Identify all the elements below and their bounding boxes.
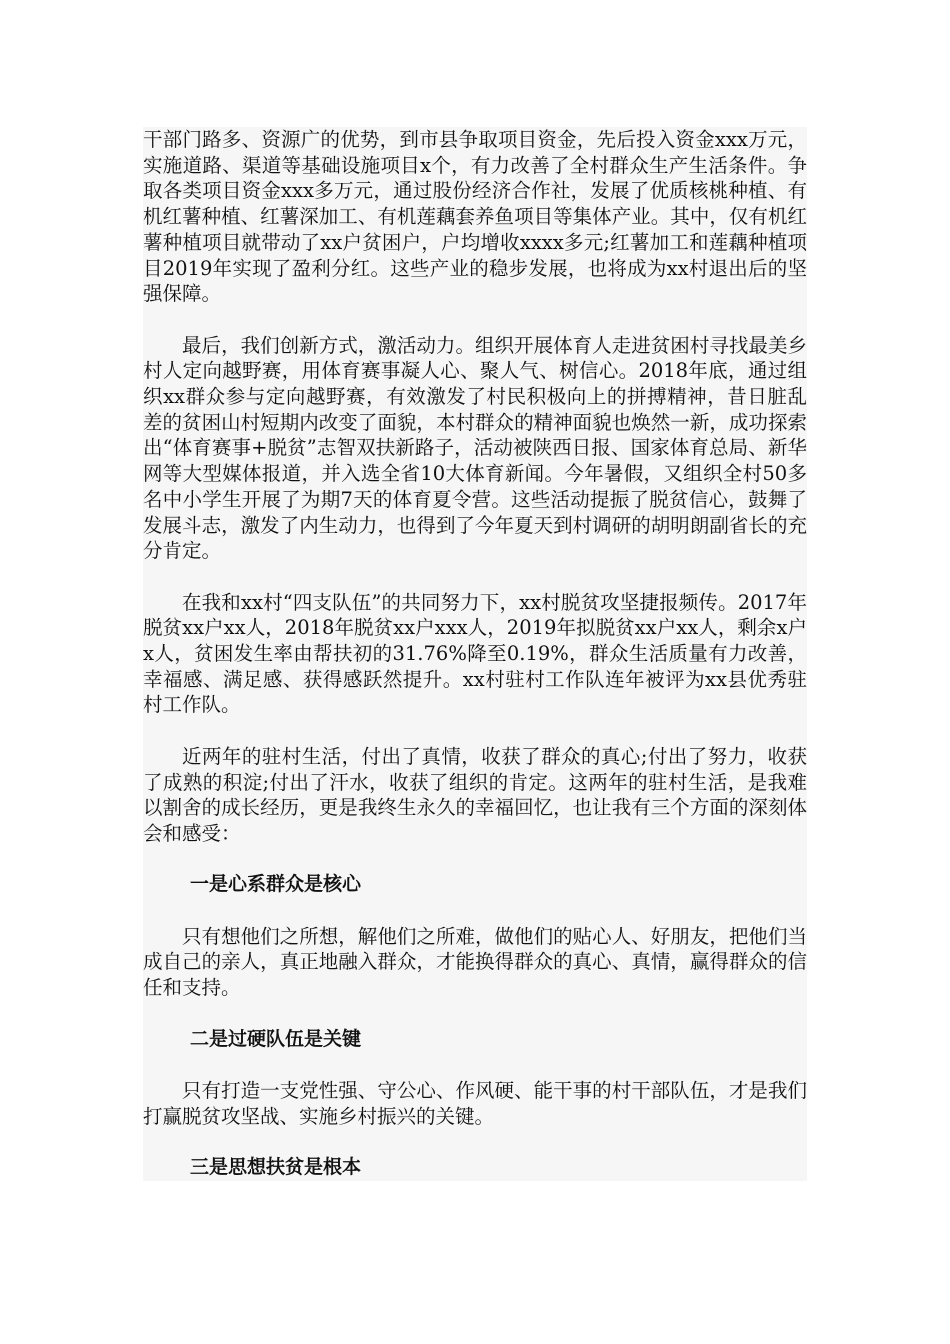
section-heading-2: 二是过硬队伍是关键 [190, 1027, 362, 1050]
document-body [143, 127, 807, 1181]
section-heading-3: 三是思想扶贫是根本 [190, 1156, 362, 1178]
paragraph-results: 在我和xx村“四支队伍”的共同努力下，xx村脱贫攻坚捷报频传。2017年脱贫xx户xx人，2018年脱贫xx户xxx人，2019年拟脱贫xx户xx人，剩余x户x人，贫困发生率由帮扶初的31.76%降至0.19%，群众生活质量有力改善，幸福感、满足感、获得感跃然提升。xx村驻村工作队连年被评为xx县优秀驻村工作队。 [143, 590, 807, 717]
paragraph-reflection: 近两年的驻村生活，付出了真情，收获了群众的真心;付出了努力，收获了成熟的积淀;付出了汗水，收获了组织的肯定。这两年的驻村生活，是我难以割舍的成长经历，更是我终生永久的幸福回忆，也让我有三个方面的深刻体会和感受： [143, 744, 807, 845]
section-body-1: 只有想他们之所想，解他们之所难，做他们的贴心人、好朋友，把他们当成自己的亲人，真正地融入群众，才能换得群众的真心、真情，赢得群众的信任和支持。 [143, 924, 807, 1000]
paragraph-innovation: 最后，我们创新方式，激活动力。组织开展体育人走进贫困村寻找最美乡村人定向越野赛，用体育赛事凝人心、聚人气、树信心。2018年底，通过组织xx群众参与定向越野赛，有效激发了村民积极向上的拼搏精神，昔日脏乱差的贫困山村短期内改变了面貌，本村群众的精神面貌也焕然一新，成功探索出“体育赛事+脱贫”志智双扶新路子，活动被陕西日报、国家体育总局、新华网等大型媒体报道，并入选全省10大体育新闻。今年暑假，又组织全村50多名中小学生开展了为期7天的体育夏令营。这些活动提振了脱贫信心，鼓舞了发展斗志，激发了内生动力，也得到了今年夏天到村调研的胡明朗副省长的充分肯定。 [143, 333, 807, 563]
section-body-2: 只有打造一支党性强、守公心、作风硬、能干事的村干部队伍，才是我们打赢脱贫攻坚战、实施乡村振兴的关键。 [143, 1078, 807, 1128]
section-heading-1: 一是心系群众是核心 [190, 873, 362, 896]
paragraph-projects: 干部门路多、资源广的优势，到市县争取项目资金，先后投入资金xxx万元，实施道路、渠道等基础设施项目x个，有力改善了全村群众生产生活条件。争取各类项目资金xxx多万元，通过股份经济合作社，发展了优质核桃种植、有机红薯种植、红薯深加工、有机莲藕套养鱼项目等集体产业。其中，仅有机红薯种植项目就带动了xx户贫困户，户均增收xxxx多元;红薯加工和莲藕种植项目2019年实现了盈利分红。这些产业的稳步发展，也将成为xx村退出后的坚强保障。 [143, 128, 807, 306]
